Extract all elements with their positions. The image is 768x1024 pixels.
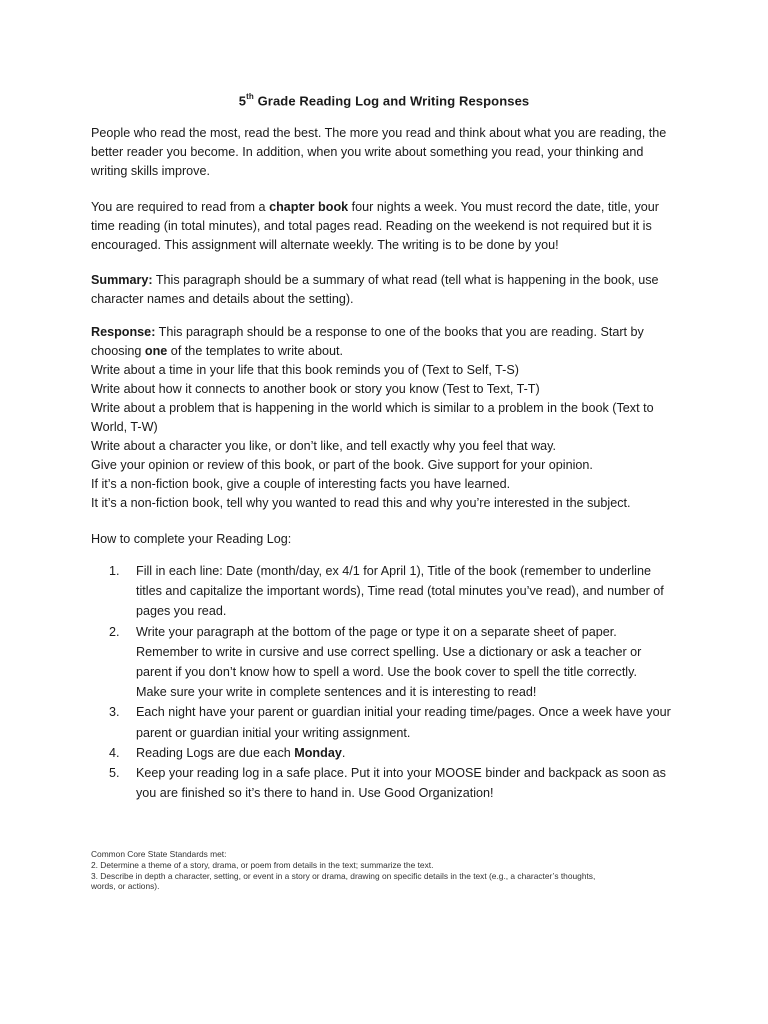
page-title bbox=[0, 93, 768, 108]
template-option: Write about a time in your life that this book reminds you of (Text to Self, T-S) bbox=[91, 363, 519, 377]
footnote-line: Common Core State Standards met: bbox=[91, 849, 227, 859]
footnote-line: 3. Describe in depth a character, setting, or event in a story or drama, drawing on specific details in the text (e.g., a character’s thoughts, bbox=[91, 870, 596, 881]
step-line bbox=[136, 743, 691, 763]
step-number: 4. bbox=[109, 745, 120, 760]
step-number: 2. bbox=[109, 624, 120, 639]
intro-line: writing skills improve. bbox=[91, 164, 210, 178]
instructions-list bbox=[91, 561, 691, 803]
step-line: Remember to write in cursive and use correct spelling. Use a dictionary or ask a teacher or bbox=[136, 644, 642, 659]
response-text: of the templates to write about. bbox=[167, 344, 344, 358]
requirements-text: You are required to read from a bbox=[91, 200, 270, 214]
response-label: Response: bbox=[91, 325, 156, 339]
response-text: choosing bbox=[91, 344, 145, 358]
step-line: Each night have your parent or guardian initial your reading time/pages. Once a week have your bbox=[136, 705, 671, 720]
step-line: Write your paragraph at the bottom of the page or type it on a separate sheet of paper. bbox=[136, 624, 617, 639]
footnote-line: words, or actions). bbox=[91, 881, 160, 892]
template-option: Write about a character you like, or don’t like, and tell exactly why you feel that way. bbox=[91, 439, 557, 453]
step-line: titles and capitalize the important words), Time read (total minutes you’ve read), and number of bbox=[136, 584, 664, 599]
requirements-text: four nights a week. You must record the date, title, your bbox=[348, 200, 659, 214]
footnote-line: 2. Determine a theme of a story, drama, or poem from details in the text; summarize the text. bbox=[91, 859, 434, 870]
summary-line bbox=[91, 271, 691, 290]
step-text: . bbox=[341, 745, 346, 760]
step-line: Keep your reading log in a safe place. Put it into your MOOSE binder and backpack as soon as bbox=[136, 766, 666, 781]
template-option: Give your opinion or review of this book, or part of the book. Give support for your opinion. bbox=[91, 458, 593, 472]
requirements-line: encouraged. This assignment will alternate weekly. The writing is to be done by you! bbox=[91, 238, 559, 252]
step-number: 3. bbox=[109, 705, 120, 720]
requirements-paragraph bbox=[91, 198, 691, 255]
summary-paragraph bbox=[91, 271, 691, 309]
intro-paragraph bbox=[91, 124, 691, 181]
step-line: Fill in each line: Date (month/day, ex 4/1 for April 1), Title of the book (remember to underline bbox=[136, 564, 651, 578]
step-number: 5. bbox=[109, 766, 120, 781]
summary-label: Summary: bbox=[91, 273, 153, 287]
instruction-step bbox=[91, 743, 691, 763]
step-line: Make sure your write in complete sentences and it is interesting to read! bbox=[136, 685, 537, 700]
chapter-book-emphasis: chapter book bbox=[269, 200, 349, 214]
step-line: parent or guardian initial your writing assignment. bbox=[136, 725, 411, 740]
intro-line: better reader you become. In addition, when you write about something you read, your thinking and bbox=[91, 145, 644, 159]
instruction-step bbox=[91, 702, 691, 742]
template-option: Write about a problem that is happening in the world which is similar to a problem in the book (Text to bbox=[91, 401, 654, 415]
template-option: Write about how it connects to another book or story you know (Test to Text, T-T) bbox=[91, 382, 540, 396]
template-option: If it’s a non-fiction book, give a couple of interesting facts you have learned. bbox=[91, 477, 511, 491]
summary-text: This paragraph should be a summary of what read (tell what is happening in the book, use bbox=[152, 273, 659, 287]
instruction-step bbox=[91, 561, 691, 622]
step-text: Reading Logs are due each bbox=[136, 745, 295, 760]
step-line: pages you read. bbox=[136, 604, 227, 619]
title-superscript: th bbox=[246, 92, 254, 101]
monday-emphasis: Monday bbox=[294, 745, 342, 760]
template-option: World, T-W) bbox=[91, 420, 158, 434]
summary-line: character names and details about the setting). bbox=[91, 292, 354, 306]
step-line: you are finished so it’s there to hand in. Use Good Organization! bbox=[136, 786, 494, 801]
response-text: This paragraph should be a response to one of the books that you are reading. Start by bbox=[155, 325, 644, 339]
how-to-heading: How to complete your Reading Log: bbox=[91, 532, 292, 546]
response-paragraph bbox=[91, 323, 691, 513]
response-line bbox=[91, 323, 691, 342]
instruction-step bbox=[91, 763, 691, 803]
title-grade-number: 5 bbox=[238, 93, 247, 109]
requirements-line bbox=[91, 198, 691, 217]
template-option: It it’s a non-fiction book, tell why you wanted to read this and why you’re interested in the subject. bbox=[91, 496, 631, 510]
instruction-step bbox=[91, 622, 691, 703]
standards-footnote bbox=[91, 849, 691, 892]
step-number: 1. bbox=[109, 564, 120, 578]
step-line: parent if you don’t know how to spell a word. Use the book cover to spell the title correctly. bbox=[136, 665, 637, 680]
requirements-line: time reading (in total minutes), and total pages read. Reading on the weekend is not required but it is bbox=[91, 219, 652, 233]
title-text: Grade Reading Log and Writing Responses bbox=[253, 93, 530, 109]
one-emphasis: one bbox=[144, 344, 168, 358]
intro-line: People who read the most, read the best. The more you read and think about what you are reading, the bbox=[91, 126, 667, 140]
response-line bbox=[91, 342, 691, 361]
